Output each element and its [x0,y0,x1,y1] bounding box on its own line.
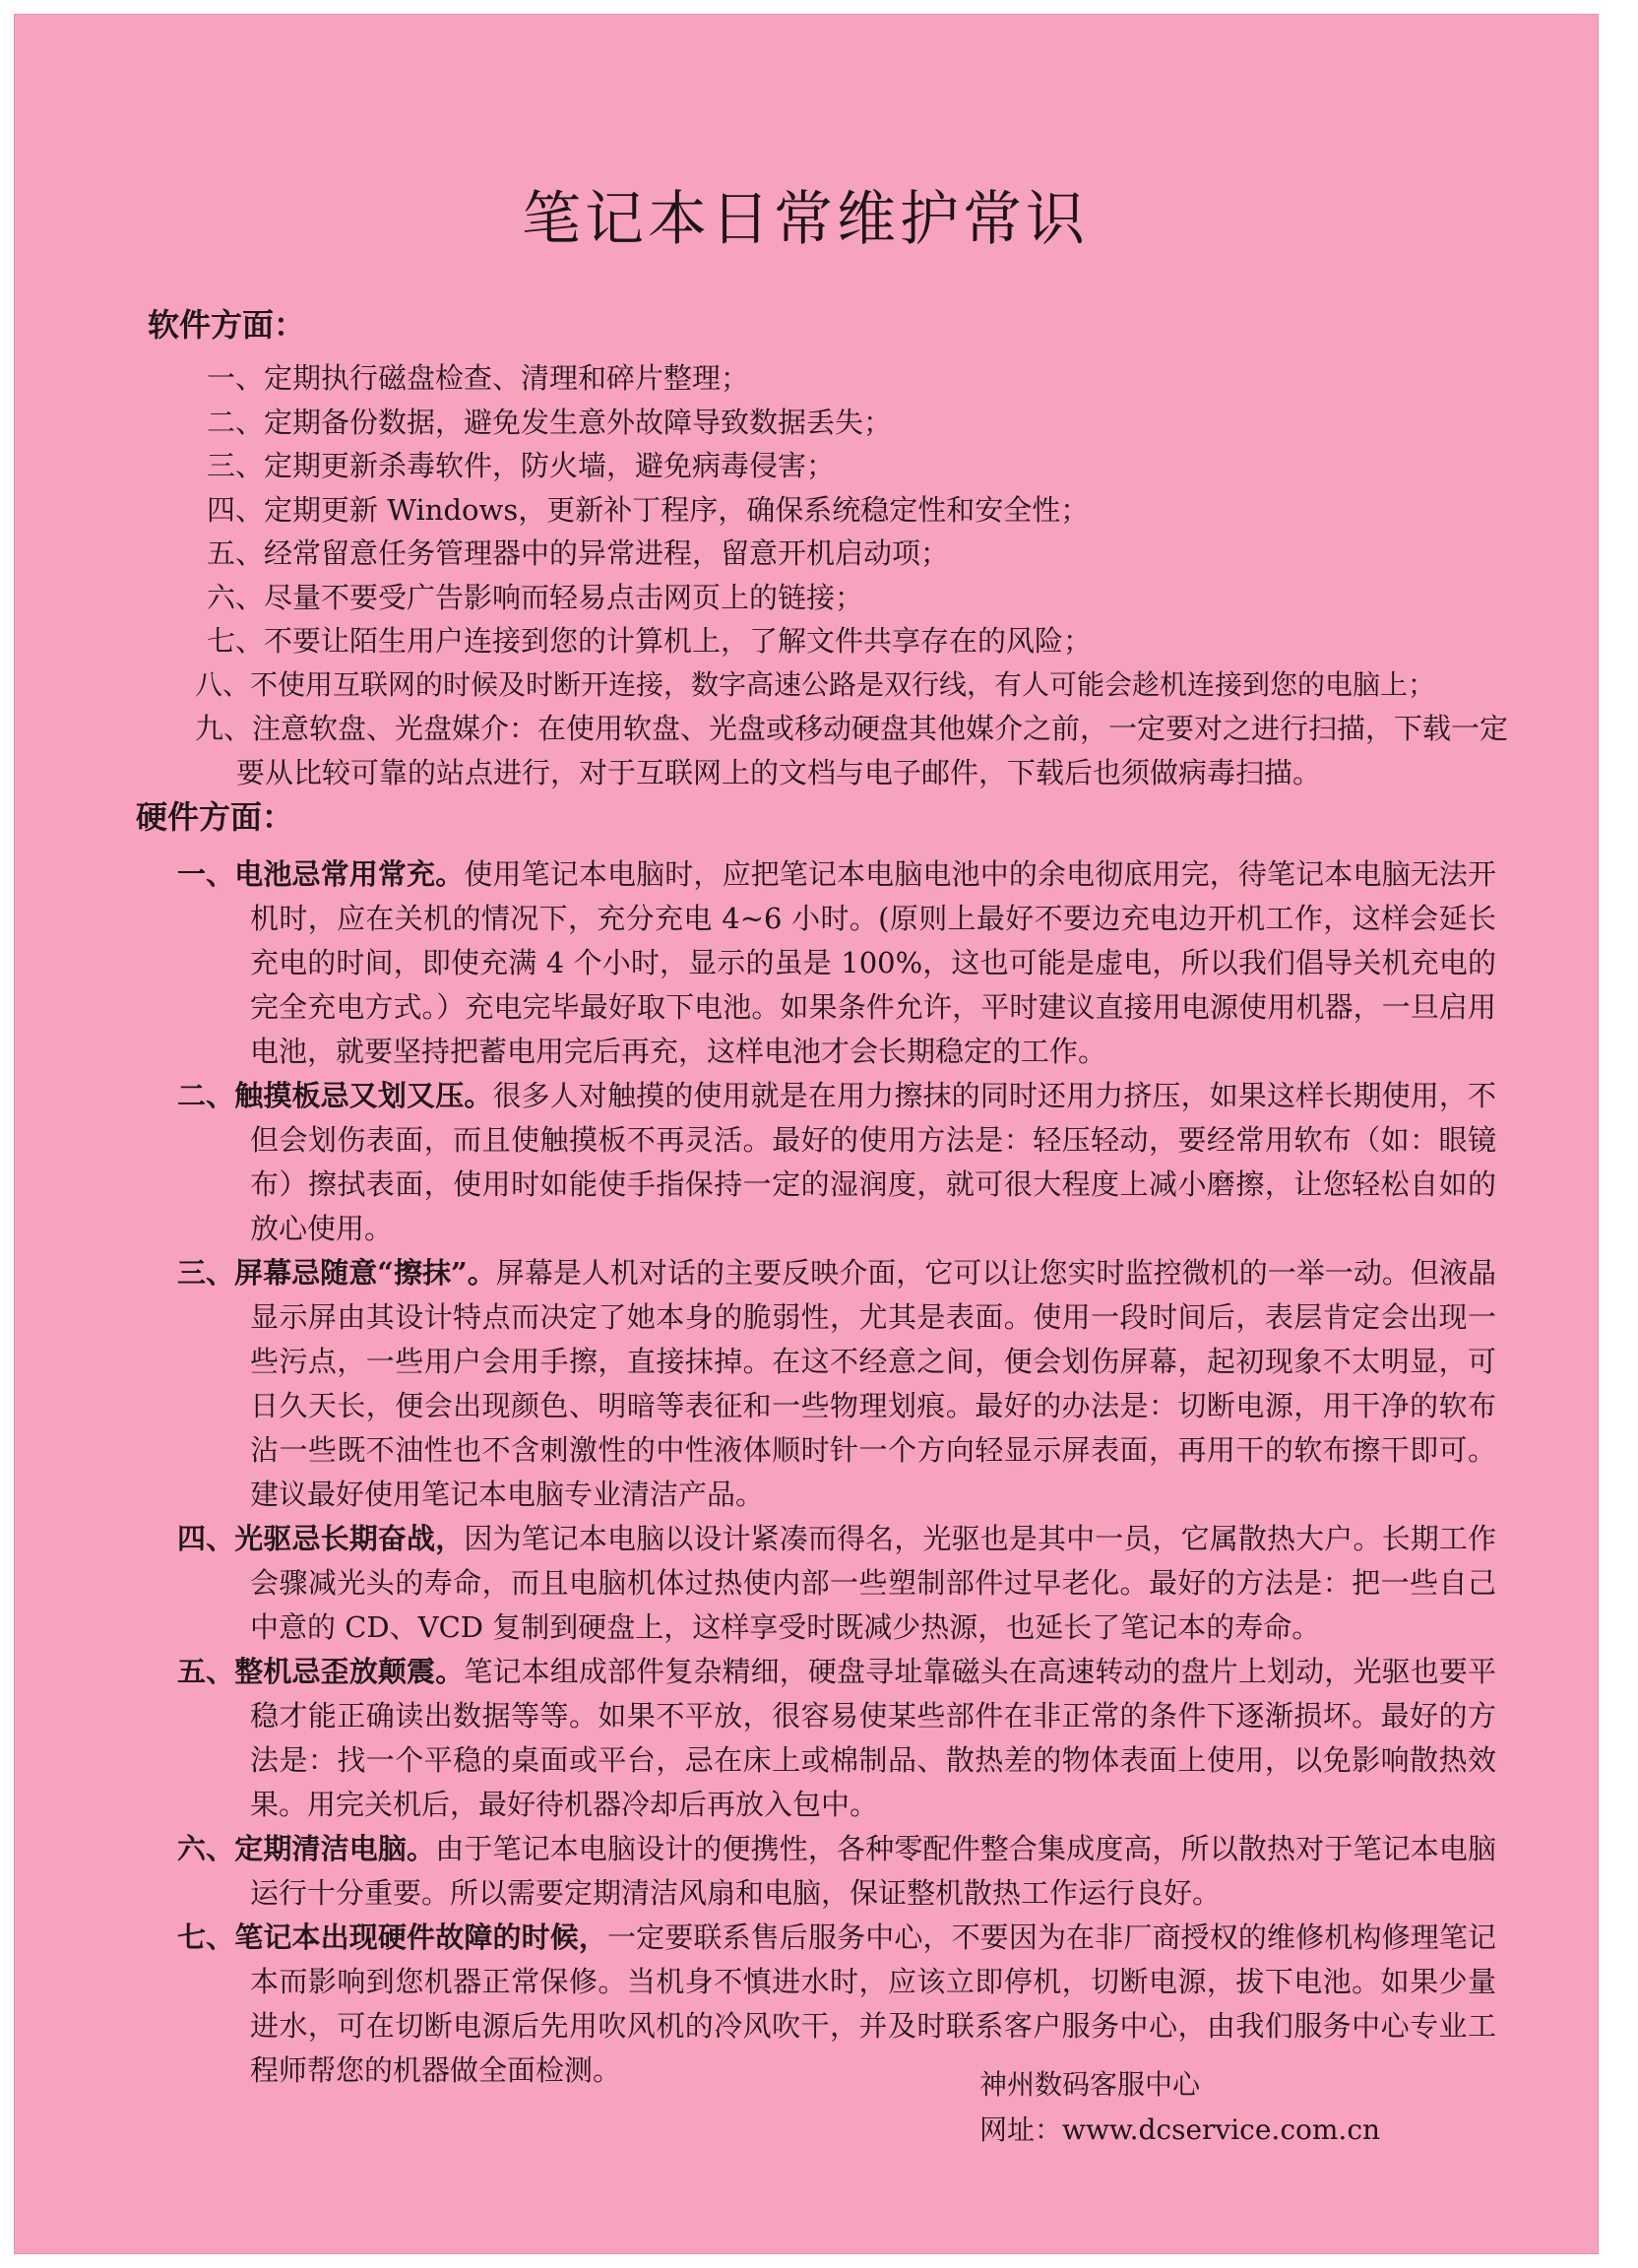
hardware-item-body: 使用笔记本电脑时，应把笔记本电脑电池中的余电彻底用完，待笔记本电脑无法开机时，应在关机的情况下，充分充电 4~6 小时。(原则上最好不要边充电边开机工作，这样会延长充电的时间，即使充满 4 个小时，显示的虽是 100%，这也可能是虚电，所以我们倡导关机充电的完全充电方式。）充电完毕最好取下电池。如果条件允许，平时建议直接用电源使用机器，一旦启用电池，就要坚持把蓄电用完后再充，这样电池才会长期稳定的工作。 [250,857,1496,1068]
hardware-list [177,852,1496,2093]
hardware-item [177,852,1496,1074]
software-item: 三、定期更新杀毒软件，防火墙，避免病毒侵害； [207,449,836,482]
software-list [195,356,1545,794]
software-item: 五、经常留意任务管理器中的异常进程，留意开机启动项； [207,536,950,570]
document-title: 笔记本日常维护常识 [522,185,1089,254]
software-item: 一、定期执行磁盘检查、清理和碎片整理； [207,361,750,395]
signature-block [979,2062,1380,2153]
hardware-heading: 硬件方面： [136,798,294,836]
hardware-item [177,1251,1496,1517]
software-item: 四、定期更新 Windows，更新补丁程序，确保系统稳定性和安全性； [207,492,1090,527]
hardware-item-lead: 三、屏幕忌随意“擦抹”。 [177,1256,496,1290]
hardware-item-lead: 一、电池忌常用常充。 [177,857,465,891]
hardware-item-body: 笔记本组成部件复杂精细，硬盘寻址靠磁头在高速转动的盘片上划动，光驱也要平稳才能正确读出数据等等。如果不平放，很容易使某些部件在非正常的条件下逐渐损坏。最好的方法是：找一个平稳的桌面或平台，忌在床上或棉制品、散热差的物体表面上使用，以免影响散热效果。用完关机后，最好待机器冷却后再放入包中。 [250,1655,1496,1821]
hardware-item [177,1827,1496,1916]
hardware-item [177,1517,1496,1650]
software-item: 八、不使用互联网的时候及时断开连接，数字高速公路是双行线，有人可能会趁机连接到您的电脑上； [195,667,1436,701]
software-item: 九、注意软盘、光盘媒介：在使用软盘、光盘或移动硬盘其他媒介之前，一定要对之进行扫描，下载一定要从比较可靠的站点进行，对于互联网上的文档与电子邮件，下载后也须做病毒扫描。 [195,712,1509,789]
software-item: 二、定期备份数据，避免发生意外故障导致数据丢失； [207,405,893,439]
hardware-item-body: 由于笔记本电脑设计的便携性，各种零配件整合集成度高，所以散热对于笔记本电脑运行十分重要。所以需要定期清洁风扇和电脑，保证整机散热工作运行良好。 [250,1832,1496,1910]
hardware-item-body: 一定要联系售后服务中心，不要因为在非厂商授权的维修机构修理笔记本而影响到您机器正常保修。当机身不慎进水时，应该立即停机，切断电源，拔下电池。如果少量进水，可在切断电源后先用吹风机的冷风吹干，并及时联系客户服务中心，由我们服务中心专业工程师帮您的机器做全面检测。 [250,1921,1496,2087]
hardware-item-body: 屏幕是人机对话的主要反映介面，它可以让您实时监控微机的一举一动。但液晶显示屏由其设计特点而决定了她本身的脆弱性，尤其是表面。使用一段时间后，表层肯定会出现一些污点，一些用户会用手擦，直接抹掉。在这不经意之间，便会划伤屏幕，起初现象不太明显，可日久天长，便会出现颜色、明暗等表征和一些物理划痕。最好的办法是：切断电源，用干净的软布沾一些既不油性也不含刺激性的中性液体顺时针一个方向轻显示屏表面，再用干的软布擦干即可。建议最好使用笔记本电脑专业清洁产品。 [250,1256,1496,1511]
signature-website: 网址：www.dcservice.com.cn [979,2113,1381,2146]
hardware-item-lead: 五、整机忌歪放颠震。 [177,1655,465,1688]
hardware-item-lead: 七、笔记本出现硬件故障的时候， [177,1921,607,1954]
software-heading: 软件方面： [148,306,306,344]
hardware-item-lead: 四、光驱忌长期奋战， [177,1522,465,1555]
signature-org: 神州数码客服中心 [979,2068,1201,2101]
hardware-item [177,1074,1496,1251]
software-item: 七、不要让陌生用户连接到您的计算机上，了解文件共享存在的风险； [207,624,1093,658]
software-item: 六、尽量不要受广告影响而轻易点击网页上的链接； [207,580,864,614]
hardware-item [177,1650,1496,1827]
hardware-item-lead: 六、定期清洁电脑。 [177,1832,436,1865]
hardware-item-lead: 二、触摸板忌又划又压。 [177,1079,493,1112]
hardware-item-body: 因为笔记本电脑以设计紧凑而得名，光驱也是其中一员，它属散热大户。长期工作会骤减光头的寿命，而且电脑机体过热使内部一些塑制部件过早老化。最好的方法是：把一些自己中意的 CD、VCD 复制到硬盘上，这样享受时既减少热源，也延长了笔记本的寿命。 [250,1522,1496,1644]
hardware-item-body: 很多人对触摸的使用就是在用力擦抹的同时还用力挤压，如果这样长期使用，不但会划伤表面，而且使触摸板不再灵活。最好的使用方法是：轻压轻动，要经常用软布（如：眼镜布）擦拭表面，使用时如能使手指保持一定的湿润度，就可很大程度上减小磨擦，让您轻松自如的放心使用。 [250,1079,1496,1245]
